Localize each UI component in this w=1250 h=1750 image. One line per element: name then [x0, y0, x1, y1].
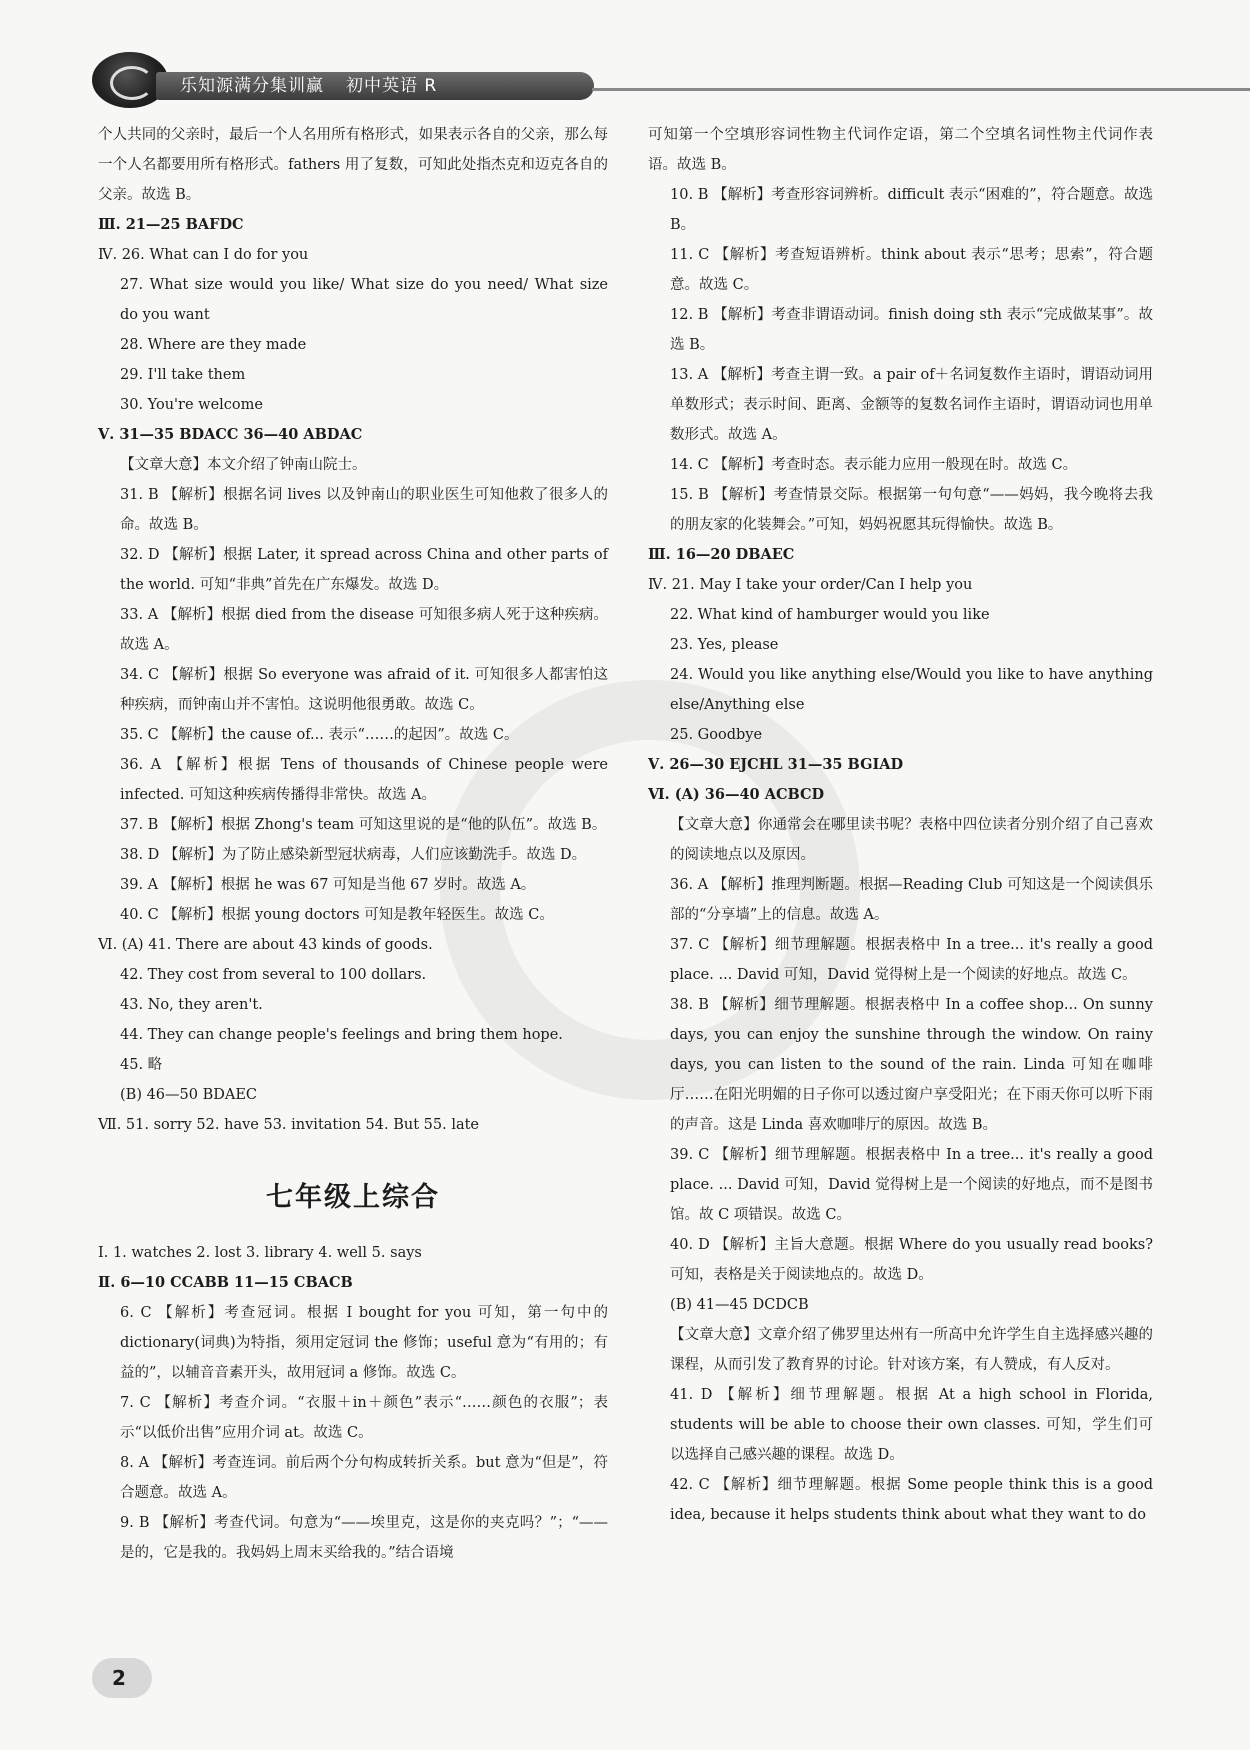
intro-paragraph: 个人共同的父亲时，最后一个人名用所有格形式，如果表示各自的父亲，那么每一个人名都要用所有格形式。fathers 用了复数，可知此处指杰克和迈克各自的父亲。故选 B。 — [98, 127, 608, 203]
answer-line: 34. C 【解析】根据 So everyone was afraid of it. 可知很多人都害怕这种疾病，而钟南山并不害怕。这说明他很勇敢。故选 C。 — [120, 667, 608, 713]
answer-line: 35. C 【解析】the cause of... 表示“……的起因”。故选 C。 — [120, 727, 519, 743]
answer-line: 【文章大意】你通常会在哪里读书呢？表格中四位读者分别介绍了自己喜欢的阅读地点以及原因。 — [670, 817, 1153, 863]
answer-line: 45. 略 — [120, 1057, 163, 1073]
answer-line: 7. C 【解析】考查介词。“衣服＋in＋颜色”表示“……颜色的衣服”；表示“以低价出售”应用介词 at。故选 C。 — [120, 1395, 608, 1441]
answer-line: Ⅵ. (A) 36—40 ACBCD — [648, 786, 825, 803]
header-series: 乐知源满分集训赢 — [180, 76, 324, 96]
answer-line: Ⅵ. (A) 41. There are about 43 kinds of goods. — [98, 937, 433, 953]
section-title: 七年级上综合 — [266, 1182, 440, 1213]
answer-line: 28. Where are they made — [120, 337, 307, 353]
answer-line: 15. B 【解析】考查情景交际。根据第一句句意“——妈妈，我今晚将去我的朋友家的化装舞会。”可知，妈妈祝愿其玩得愉快。故选 B。 — [670, 487, 1153, 533]
answer-line: Ⅴ. 31—35 BDACC 36—40 ABDAC — [98, 426, 363, 443]
header-subject: 初中英语 R — [346, 76, 438, 96]
answer-line: 39. A 【解析】根据 he was 67 可知是当他 67 岁时。故选 A。 — [120, 877, 536, 893]
answer-line: 37. B 【解析】根据 Zhong's team 可知这里说的是“他的队伍”。故选 B。 — [120, 817, 607, 833]
answer-line: 40. D 【解析】主旨大意题。根据 Where do you usually read books? 可知，表格是关于阅读地点的。故选 D。 — [670, 1237, 1153, 1283]
answer-line: 12. B 【解析】考查非谓语动词。finish doing sth 表示“完成做某事”。故选 B。 — [670, 307, 1153, 353]
left-answer-list — [98, 210, 608, 1140]
answer-line: Ⅶ. 51. sorry 52. have 53. invitation 54. But 55. late — [98, 1117, 480, 1133]
answer-line: Ⅳ. 26. What can I do for you — [98, 247, 309, 263]
answer-line: Ⅲ. 21—25 BAFDC — [98, 216, 244, 233]
answer-line: 36. A 【解析】根据 Tens of thousands of Chinese people were infected. 可知这种疾病传播得非常快。故选 A。 — [120, 757, 608, 803]
answer-line: 31. B 【解析】根据名词 lives 以及钟南山的职业医生可知他救了很多人的命。故选 B。 — [120, 487, 608, 533]
answer-line: 【文章大意】本文介绍了钟南山院士。 — [120, 457, 367, 473]
answer-line: 44. They can change people's feelings and bring them hope. — [120, 1027, 563, 1043]
answer-line: 10. B 【解析】考查形容词辨析。difficult 表示“困难的”，符合题意。故选 B。 — [670, 187, 1153, 233]
left-column — [98, 120, 608, 1568]
page-header — [92, 52, 1250, 108]
answer-line: (B) 46—50 BDAEC — [120, 1087, 258, 1103]
page-number: 2 — [92, 1658, 152, 1698]
answer-line: 27. What size would you like/ What size do you need/ What size do you want — [120, 277, 608, 323]
answer-line: 30. You're welcome — [120, 397, 263, 413]
answer-line: 39. C 【解析】细节理解题。根据表格中 In a tree... it's really a good place. ... David 可知，David 觉得树上是一个阅读的好地点，而不是图书馆。故 C 项错误。故选 C。 — [670, 1147, 1153, 1223]
answer-line: 25. Goodbye — [670, 727, 763, 743]
answer-line: 23. Yes, please — [670, 637, 779, 653]
answer-line: (B) 41—45 DCDCB — [670, 1297, 809, 1313]
answer-line: 42. They cost from several to 100 dollars. — [120, 967, 427, 983]
right-answer-list — [648, 120, 1153, 1530]
answer-line: 【文章大意】文章介绍了佛罗里达州有一所高中允许学生自主选择感兴趣的课程，从而引发了教育界的讨论。针对该方案，有人赞成，有人反对。 — [670, 1327, 1153, 1373]
answer-line: 40. C 【解析】根据 young doctors 可知是教年轻医生。故选 C。 — [120, 907, 554, 923]
answer-line: 14. C 【解析】考查时态。表示能力应用一般现在时。故选 C。 — [670, 457, 1078, 473]
answer-line: 22. What kind of hamburger would you like — [670, 607, 990, 623]
answer-line: 13. A 【解析】考查主谓一致。a pair of＋名词复数作主语时，谓语动词用单数形式；表示时间、距离、金额等的复数名词作主语时，谓语动词也用单数形式。故选 A。 — [670, 367, 1153, 443]
answer-line: 41. D 【解析】细节理解题。根据 At a high school in Florida, students will be able to choose their own classes. 可知，学生们可以选择自己感兴趣的课程。故选 D。 — [670, 1387, 1153, 1463]
answer-line: 42. C 【解析】细节理解题。根据 Some people think this is a good idea, because it helps students think about what they want to do — [670, 1477, 1153, 1523]
answer-line: Ⅳ. 21. May I take your order/Can I help you — [648, 577, 973, 593]
answer-line: Ⅰ. 1. watches 2. lost 3. library 4. well 5. says — [98, 1245, 422, 1261]
answer-line: Ⅲ. 16—20 DBAEC — [648, 546, 795, 563]
answer-line: 24. Would you like anything else/Would you like to have anything else/Anything else — [670, 667, 1153, 713]
answer-line: 38. B 【解析】细节理解题。根据表格中 In a coffee shop... On sunny days, you can enjoy the sunshine through the window. On rainy days, you can listen to the sound of the rain. Linda 可知在咖啡厅……在阳光明媚的日子你可以透过窗户享受阳光；在下雨天你可以听下雨的声音。这是 Linda 喜欢咖啡厅的原因。故选 B。 — [670, 997, 1153, 1133]
answer-line: 32. D 【解析】根据 Later, it spread across China and other parts of the world. 可知“非典”首先在广东爆发。故选 D。 — [120, 547, 608, 593]
answer-line: Ⅱ. 6—10 CCABB 11—15 CBACB — [98, 1274, 353, 1291]
answer-line: Ⅴ. 26—30 EJCHL 31—35 BGIAD — [648, 756, 904, 773]
answer-line: 可知第一个空填形容词性物主代词作定语，第二个空填名词性物主代词作表语。故选 B。 — [648, 127, 1153, 173]
answer-line: 11. C 【解析】考查短语辨析。think about 表示“思考；思索”，符合题意。故选 C。 — [670, 247, 1153, 293]
answer-line: 6. C 【解析】考查冠词。根据 I bought for you 可知，第一句中的 dictionary(词典)为特指，须用定冠词 the 修饰；useful 意为“有用的；有益的”，以辅音音素开头，故用冠词 a 修饰。故选 C。 — [120, 1305, 608, 1381]
answer-line: 9. B 【解析】考查代词。句意为“——埃里克，这是你的夹克吗？”；“——是的，它是我的。我妈妈上周末买给我的。”结合语境 — [120, 1515, 608, 1561]
left-answer-list-2 — [98, 1238, 608, 1568]
answer-line: 33. A 【解析】根据 died from the disease 可知很多病人死于这种疾病。故选 A。 — [120, 607, 608, 653]
header-title-bar — [156, 72, 594, 100]
answer-line: 29. I'll take them — [120, 367, 246, 383]
header-rule — [592, 88, 1250, 91]
answer-line: 37. C 【解析】细节理解题。根据表格中 In a tree... it's really a good place. ... David 可知，David 觉得树上是一个阅读的好地点。故选 C。 — [670, 937, 1153, 983]
right-column — [648, 120, 1153, 1530]
answer-line: 36. A 【解析】推理判断题。根据—Reading Club 可知这是一个阅读俱乐部的“分享墙”上的信息。故选 A。 — [670, 877, 1153, 923]
answer-line: 38. D 【解析】为了防止感染新型冠状病毒，人们应该勤洗手。故选 D。 — [120, 847, 587, 863]
answer-line: 8. A 【解析】考查连词。前后两个分句构成转折关系。but 意为“但是”，符合题意。故选 A。 — [120, 1455, 608, 1501]
answer-line: 43. No, they aren't. — [120, 997, 263, 1013]
